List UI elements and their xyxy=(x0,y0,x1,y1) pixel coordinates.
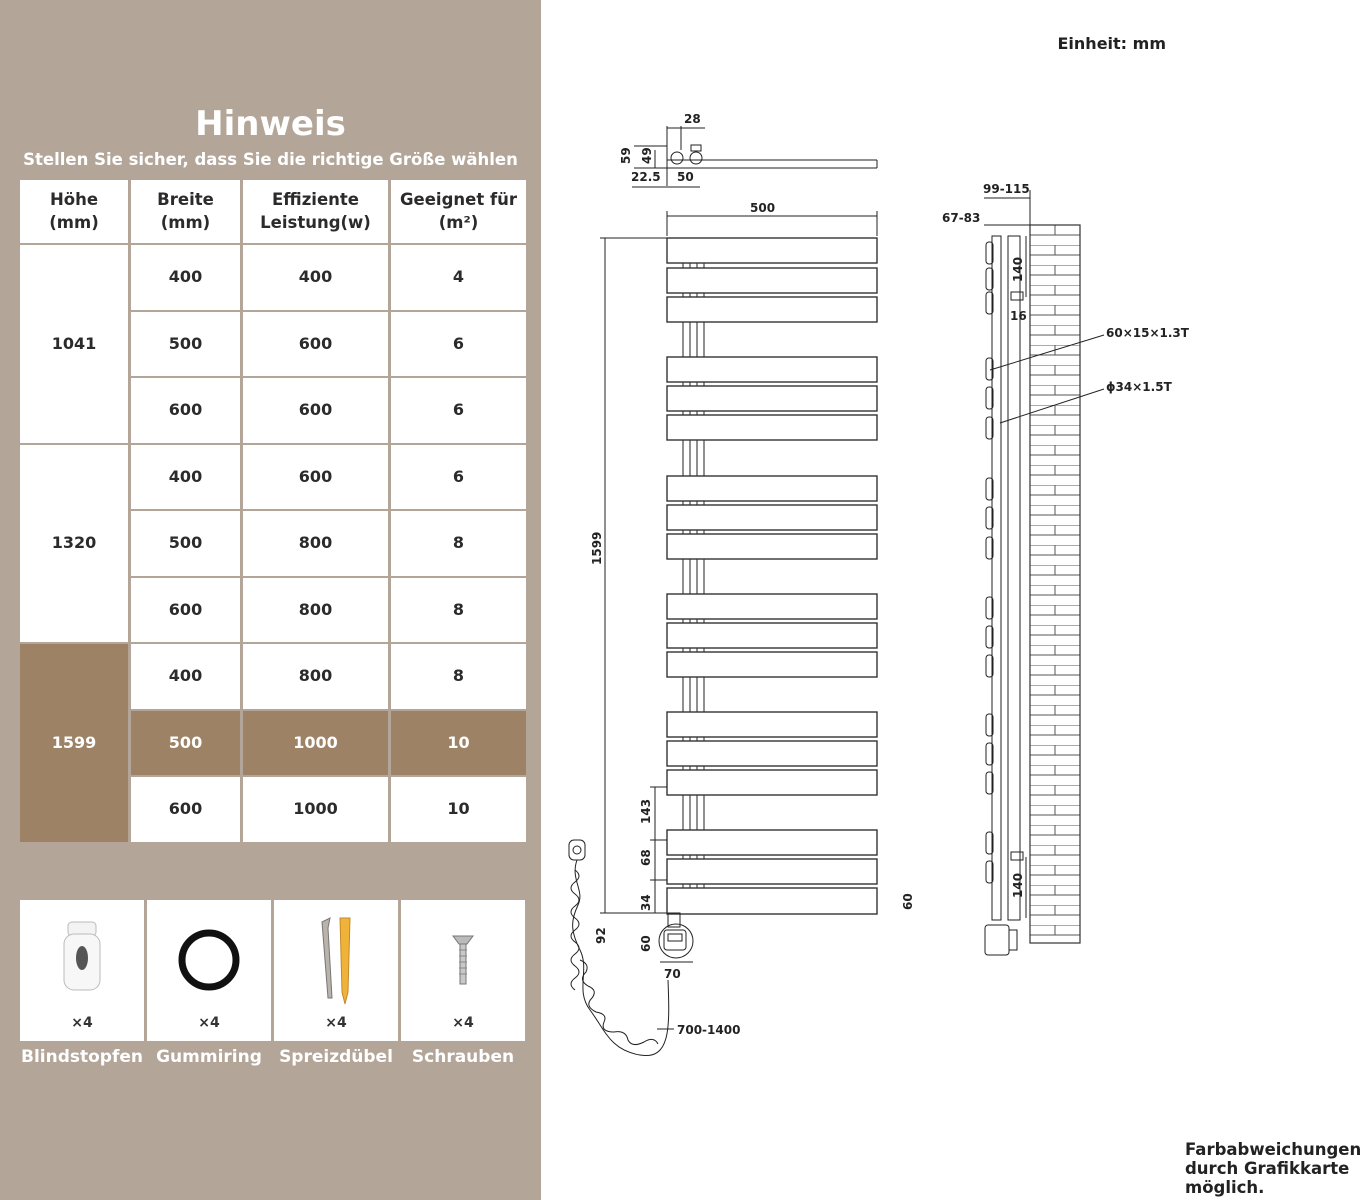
accessory-qty: ×4 xyxy=(452,1015,474,1031)
table-cell: 500 xyxy=(131,312,240,377)
table-cell: 8 xyxy=(391,578,526,643)
hint-subtitle: Stellen Sie sicher, dass Sie die richtige Größe wählen xyxy=(23,150,518,169)
dim-70: 70 xyxy=(664,967,681,981)
table-cell: 6 xyxy=(391,312,526,377)
top-view xyxy=(619,112,877,187)
towel-bar xyxy=(667,357,877,382)
table-header-1: Breite (mm) xyxy=(131,180,240,243)
towel-bars xyxy=(667,238,877,914)
towel-bar xyxy=(667,594,877,619)
table-cell: 500 xyxy=(131,711,240,776)
brick-wall xyxy=(1030,225,1080,943)
towel-bar xyxy=(667,770,877,795)
towel-bar xyxy=(667,268,877,293)
dim-1599: 1599 xyxy=(590,531,604,565)
accessory-label: Spreizdübel xyxy=(279,1047,393,1067)
table-cell: 600 xyxy=(131,378,240,443)
table-cell: 400 xyxy=(131,644,240,709)
dim-pipe: ϕ34×1.5T xyxy=(1106,380,1172,394)
dim-67-83: 67-83 xyxy=(942,211,981,225)
table-cell: 600 xyxy=(243,312,388,377)
towel-bar xyxy=(667,830,877,855)
towel-bar xyxy=(667,505,877,530)
table-cell: 6 xyxy=(391,445,526,510)
table-header-3: Geeignet für (m²) xyxy=(391,180,526,243)
table-cell: 600 xyxy=(131,578,240,643)
front-view xyxy=(569,201,915,1056)
accessory-qty: ×4 xyxy=(71,1015,93,1031)
height-cell: 1599 xyxy=(20,644,128,842)
unit-label: Einheit: mm xyxy=(1057,34,1166,53)
table-header-2: Effiziente Leistung(w) xyxy=(243,180,388,243)
dim-50: 50 xyxy=(677,170,694,184)
hint-title: Hinweis xyxy=(195,104,346,144)
dim-34: 34 xyxy=(639,894,653,911)
side-controller-icon xyxy=(985,925,1017,955)
footnote: Farbabweichungen durch Grafikkarte möglich. xyxy=(1185,1140,1361,1197)
table-cell: 10 xyxy=(391,711,526,776)
towel-bar xyxy=(667,415,877,440)
table-cell: 800 xyxy=(243,511,388,576)
coiled-cable-icon xyxy=(569,840,669,1056)
dim-60-side: 60 xyxy=(901,893,915,910)
dim-49: 49 xyxy=(640,147,654,164)
dim-59: 59 xyxy=(619,147,633,164)
towel-bar xyxy=(667,297,877,322)
towel-bar xyxy=(667,534,877,559)
dim-68: 68 xyxy=(639,849,653,866)
dim-cable-length: 700-1400 xyxy=(677,1023,741,1037)
table-header-0: Höhe (mm) xyxy=(20,180,128,243)
dim-500: 500 xyxy=(750,201,776,215)
height-cell: 1320 xyxy=(20,445,128,643)
side-view xyxy=(942,182,1190,955)
towel-bar xyxy=(667,476,877,501)
dim-22-5: 22.5 xyxy=(631,170,661,184)
height-cell: 1041 xyxy=(20,245,128,443)
accessory-label: Schrauben xyxy=(411,1047,515,1067)
dim-profile: 60×15×1.3T xyxy=(1106,326,1189,340)
accessory-label: Gummiring xyxy=(156,1047,262,1067)
towel-bar xyxy=(667,386,877,411)
dim-28: 28 xyxy=(684,112,701,126)
table-cell: 8 xyxy=(391,644,526,709)
towel-bar xyxy=(667,741,877,766)
dim-60-controller: 60 xyxy=(639,935,653,952)
table-cell: 1000 xyxy=(243,711,388,776)
dim-16: 16 xyxy=(1010,309,1027,323)
table-cell: 800 xyxy=(243,644,388,709)
table-cell: 400 xyxy=(243,245,388,310)
towel-bar xyxy=(667,712,877,737)
towel-bar xyxy=(667,859,877,884)
table-cell: 800 xyxy=(243,578,388,643)
accessory-qty: ×4 xyxy=(198,1015,220,1031)
towel-bar xyxy=(667,888,877,914)
table-cell: 1000 xyxy=(243,777,388,842)
table-cell: 6 xyxy=(391,378,526,443)
accessory-qty: ×4 xyxy=(325,1015,347,1031)
table-cell: 400 xyxy=(131,445,240,510)
towel-bar xyxy=(667,238,877,263)
table-cell: 10 xyxy=(391,777,526,842)
table-cell: 600 xyxy=(243,445,388,510)
table-cell: 500 xyxy=(131,511,240,576)
table-cell: 8 xyxy=(391,511,526,576)
dim-140-top: 140 xyxy=(1011,256,1025,282)
table-cell: 400 xyxy=(131,245,240,310)
table-cell: 4 xyxy=(391,245,526,310)
dim-92: 92 xyxy=(594,927,608,944)
towel-bar xyxy=(667,623,877,648)
towel-bar xyxy=(667,652,877,677)
table-cell: 600 xyxy=(131,777,240,842)
table-cell: 600 xyxy=(243,378,388,443)
dim-143: 143 xyxy=(639,798,653,824)
accessory-label: Blindstopfen xyxy=(20,1047,143,1067)
heating-controller-icon xyxy=(659,913,693,958)
dim-99-115: 99-115 xyxy=(983,182,1030,196)
dim-140-bottom: 140 xyxy=(1011,872,1025,898)
